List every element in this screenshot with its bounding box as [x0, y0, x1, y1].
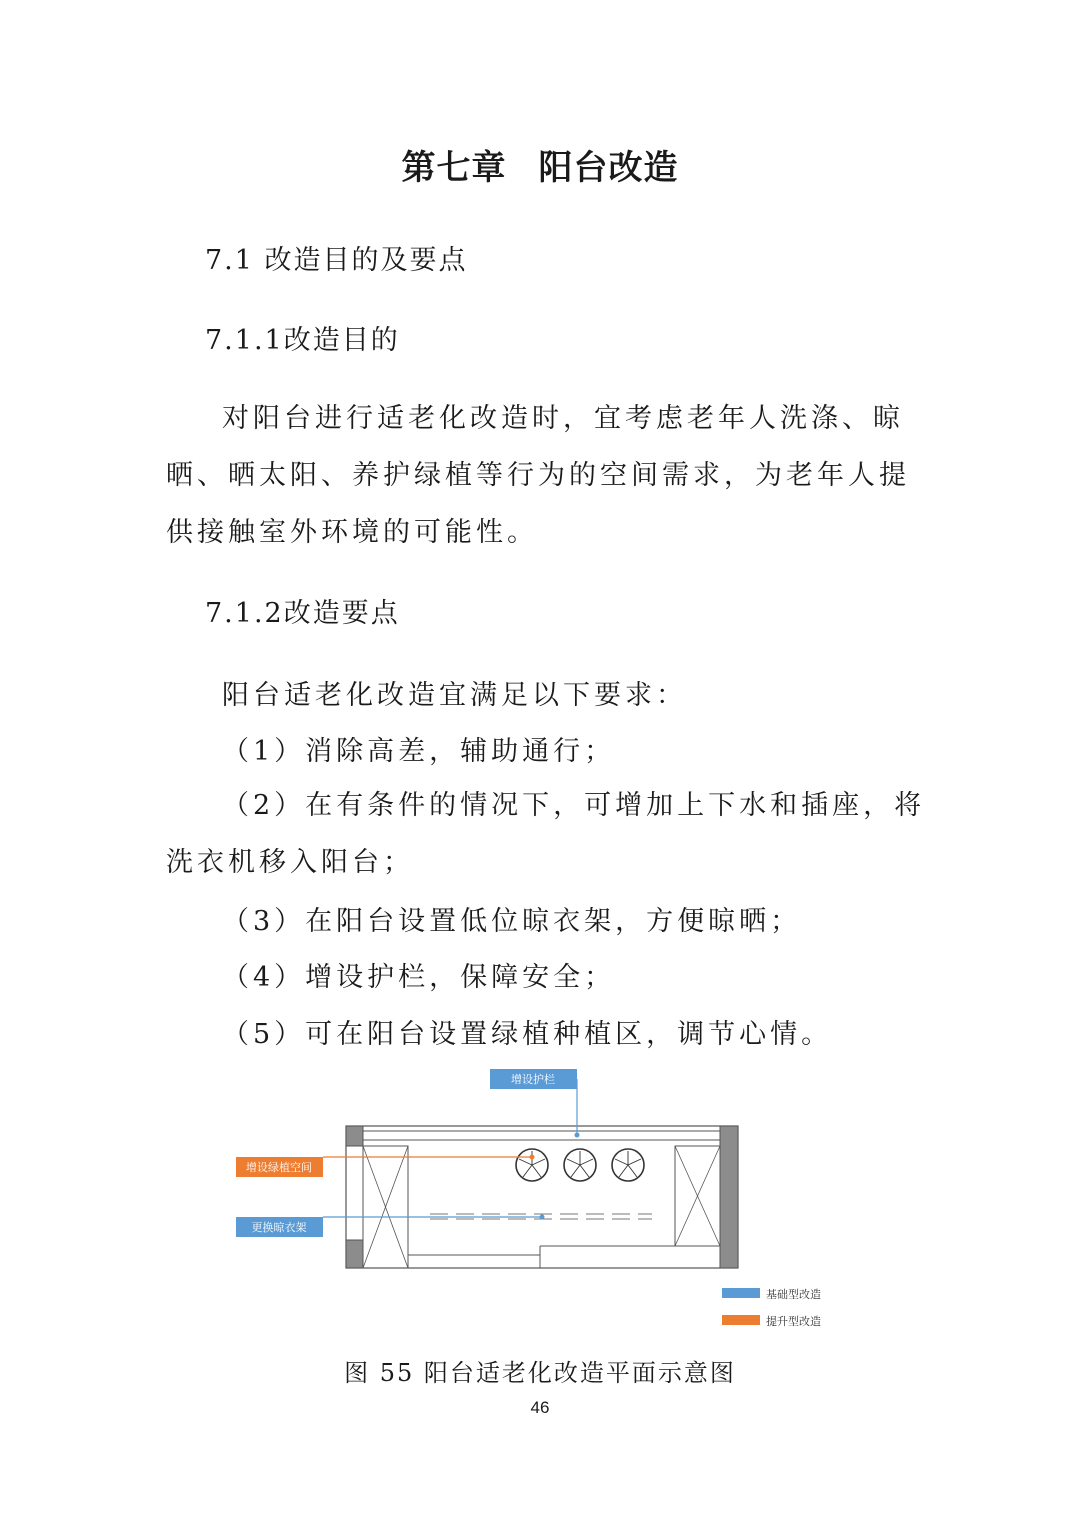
- left-wall-bottom: [346, 1240, 363, 1268]
- planter-3: [612, 1149, 644, 1181]
- figure-legend: [722, 1287, 821, 1328]
- chapter-number: 第七章: [401, 148, 507, 188]
- legend-swatch-advanced: [722, 1315, 760, 1325]
- legend-label-basic: 基础型改造: [766, 1288, 821, 1301]
- requirement-item-2: （2）在有条件的情况下，可增加上下水和插座，将洗衣机移入阳台；: [166, 790, 926, 878]
- plants-label: 增设绿植空间: [246, 1161, 312, 1174]
- page-number: 46: [530, 1398, 550, 1417]
- callout-railing: [490, 1069, 580, 1138]
- requirement-item-1: （1）消除高差，辅助通行；: [222, 736, 616, 767]
- planter-2: [564, 1149, 596, 1181]
- planter-pots: [516, 1149, 644, 1181]
- legend-swatch-basic: [722, 1288, 760, 1298]
- right-wall: [720, 1126, 738, 1268]
- purpose-paragraph: 对阳台进行适老化改造时，宜考虑老年人洗涤、晾晒、晒太阳、养护绿植等行为的空间需求，为老年人提供接触室外环境的可能性。: [166, 403, 910, 548]
- callout-rack: [236, 1215, 545, 1238]
- section-heading-7-1-2: 7.1.2改造要点: [205, 598, 400, 629]
- left-wall-top: [346, 1126, 363, 1146]
- requirement-item-4: （4）增设护栏，保障安全；: [222, 962, 616, 993]
- requirement-item-3: （3）在阳台设置低位晾衣架，方便晾晒；: [222, 906, 802, 937]
- requirements-intro: 阳台适老化改造宜满足以下要求：: [222, 680, 687, 711]
- rack-label: 更换晾衣架: [251, 1221, 307, 1234]
- balcony-structure: [346, 1126, 738, 1268]
- requirement-item-5: （5）可在阳台设置绿植种植区，调节心情。: [222, 1019, 833, 1050]
- section-heading-7-1-1: 7.1.1改造目的: [205, 325, 400, 356]
- figure-caption: 图 55 阳台适老化改造平面示意图: [344, 1359, 736, 1387]
- legend-label-advanced: 提升型改造: [766, 1315, 821, 1328]
- chapter-name: 阳台改造: [538, 148, 679, 188]
- section-heading-7-1: 7.1 改造目的及要点: [205, 245, 468, 276]
- planter-1: [516, 1149, 548, 1181]
- callout-plants: [236, 1155, 535, 1178]
- railing-label: 增设护栏: [511, 1073, 555, 1086]
